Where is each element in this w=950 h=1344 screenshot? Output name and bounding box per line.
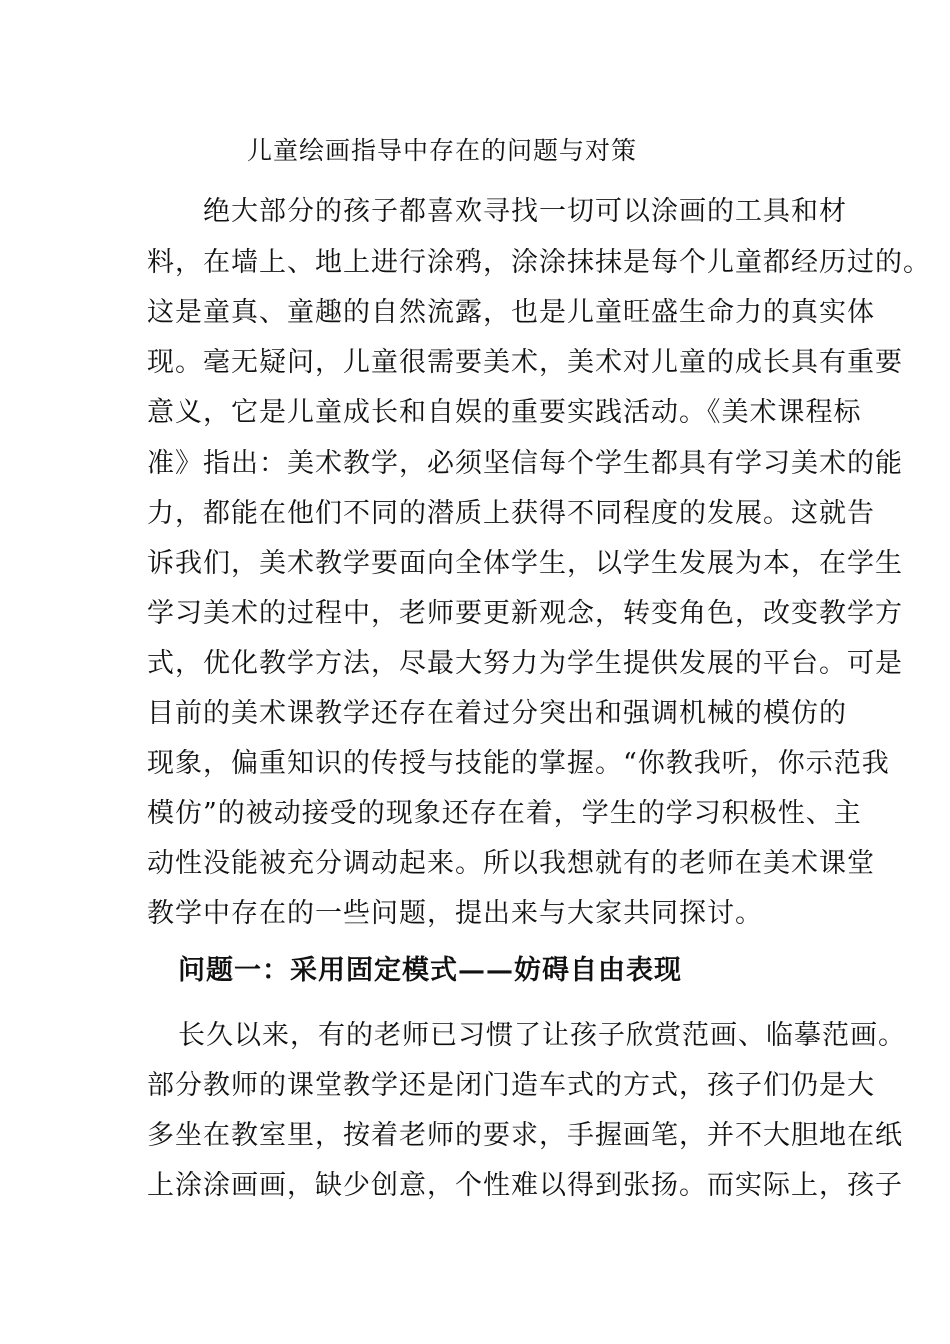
paragraph-line: 目前的美术课教学还存在着过分突出和强调机械的模仿的 (147, 698, 847, 729)
paragraph-line: 上涂涂画画，缺少创意，个性难以得到张扬。而实际上，孩子 (147, 1170, 903, 1201)
paragraph-line: 准》指出：美术教学，必须坚信每个学生都具有学习美术的能 (147, 448, 903, 479)
paragraph-line: 学习美术的过程中，老师要更新观念，转变角色，改变教学方 (147, 598, 903, 629)
paragraph-line: 现象，偏重知识的传授与技能的掌握。“你教我听，你示范我 (147, 748, 890, 779)
paragraph-line: 式，优化教学方法，尽最大努力为学生提供发展的平台。可是 (147, 648, 903, 679)
paragraph-line: 部分教师的课堂教学还是闭门造车式的方式，孩子们仍是大 (147, 1070, 875, 1101)
paragraph-line: 多坐在教室里，按着老师的要求，手握画笔，并不大胆地在纸 (147, 1120, 903, 1151)
paragraph-line: 绝大部分的孩子都喜欢寻找一切可以涂画的工具和材 (203, 196, 847, 227)
paragraph-line: 现。毫无疑问，儿童很需要美术，美术对儿童的成长具有重要 (147, 347, 903, 378)
document-title: 儿童绘画指导中存在的问题与对策 (247, 136, 638, 165)
paragraph-line: 动性没能被充分调动起来。所以我想就有的老师在美术课堂 (147, 848, 875, 879)
paragraph-line: 教学中存在的一些问题，提出来与大家共同探讨。 (147, 898, 763, 929)
paragraph-line: 模仿”的被动接受的现象还存在着，学生的学习积极性、主 (147, 798, 862, 829)
paragraph-line: 料，在墙上、地上进行涂鸦，涂涂抹抹是每个儿童都经历过的。 (147, 247, 931, 278)
paragraph-line: 这是童真、童趣的自然流露，也是儿童旺盛生命力的真实体 (147, 297, 875, 328)
paragraph-line: 意义，它是儿童成长和自娱的重要实践活动。《美术课程标 (147, 397, 862, 428)
section-heading: 问题一：采用固定模式——妨碍自由表现 (178, 955, 682, 986)
paragraph-line: 长久以来，有的老师已习惯了让孩子欣赏范画、临摹范画。 (178, 1020, 906, 1051)
paragraph-line: 力，都能在他们不同的潜质上获得不同程度的发展。这就告 (147, 498, 875, 529)
paragraph-line: 诉我们，美术教学要面向全体学生，以学生发展为本，在学生 (147, 548, 903, 579)
